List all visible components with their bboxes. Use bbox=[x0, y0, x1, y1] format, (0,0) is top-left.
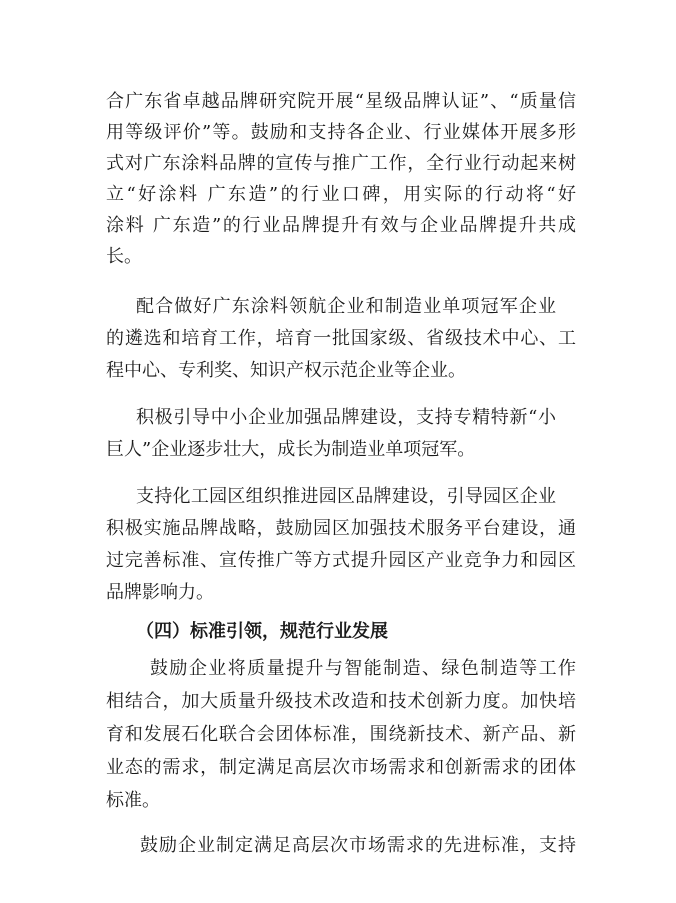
text-line: 程中心、专利奖、知识产权示范企业等企业。 bbox=[106, 360, 466, 381]
text-line: 支持化工园区组织推进园区品牌建设，引导园区企业 bbox=[136, 486, 556, 507]
text-line: 巨人”企业逐步壮大，成长为制造业单项冠军。 bbox=[106, 439, 476, 460]
text-line: 标准。 bbox=[106, 790, 160, 811]
text-line: 合广东省卓越品牌研究院开展“星级品牌认证”、“质量信 bbox=[106, 91, 576, 112]
text-line: 育和发展石化联合会团体标准，围绕新技术、新产品、新 bbox=[106, 724, 576, 745]
text-line: 过完善标准、宣传推广等方式提升园区产业竞争力和园区 bbox=[106, 550, 576, 571]
text-line: 相结合，加大质量升级技术改造和技术创新力度。加快培 bbox=[106, 691, 576, 712]
text-line: 业态的需求，制定满足高层次市场需求和创新需求的团体 bbox=[106, 757, 576, 778]
text-line: 积极实施品牌战略，鼓励园区加强技术服务平台建设，通 bbox=[106, 518, 576, 539]
text-line: 立“好涂料 广东造”的行业口碑，用实际的行动将“好 bbox=[106, 184, 576, 205]
text-line: 品牌影响力。 bbox=[106, 582, 214, 603]
text-line: 长。 bbox=[106, 246, 142, 267]
text-line: 涂料 广东造”的行业品牌提升有效与企业品牌提升共成 bbox=[106, 215, 576, 236]
section-heading: （四）标准引领，规范行业发展 bbox=[136, 621, 388, 642]
text-line: 配合做好广东涂料领航企业和制造业单项冠军企业 bbox=[136, 296, 556, 317]
text-line: 积极引导中小企业加强品牌建设，支持专精特新“小 bbox=[136, 407, 556, 428]
text-line: 用等级评价”等。鼓励和支持各企业、行业媒体开展多形 bbox=[106, 122, 576, 143]
text-line: 的遴选和培育工作，培育一批国家级、省级技术中心、工 bbox=[106, 328, 576, 349]
text-line: 鼓励企业将质量提升与智能制造、绿色制造等工作 bbox=[150, 658, 576, 679]
text-line: 鼓励企业制定满足高层次市场需求的先进标准，支持 bbox=[140, 835, 576, 856]
text-line: 式对广东涂料品牌的宣传与推广工作，全行业行动起来树 bbox=[106, 153, 576, 174]
